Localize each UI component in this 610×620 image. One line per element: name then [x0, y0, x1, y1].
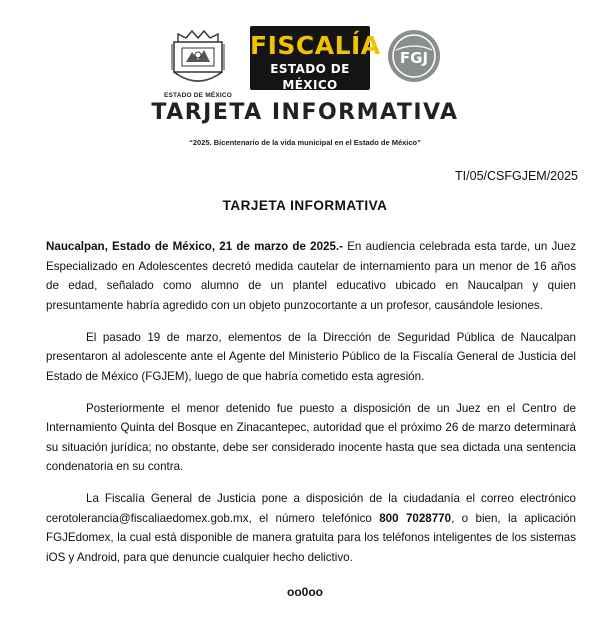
paragraph-4 — [46, 489, 576, 567]
paragraph-1 — [46, 237, 576, 315]
paragraph-4-part1: La Fiscalía General de Justicia pone a disposición de la ciudadanía el correo electrónico cerotolerancia@fiscaliaedomex.gob.mx, el número telefónico — [46, 492, 576, 525]
fiscalia-logo-line2: ESTADO DE MÉXICO — [270, 62, 350, 92]
document-title: TARJETA INFORMATIVA — [222, 198, 388, 213]
document-id: TI/05/CSFGJEM/2025 — [455, 169, 578, 183]
closing-mark: oo0oo — [287, 585, 323, 599]
fgj-logo-text: FGJ — [399, 49, 429, 67]
fiscalia-logo-line1: FISCALÍA — [250, 31, 381, 60]
paragraph-2: El pasado 19 de marzo, elementos de la Dirección de Seguridad Pública de Naucalpan presentaron al adolescente ante el Agente del Ministerio Público de la Fiscalía General de Justicia del Estado de México (FGJEM), luego de que habría cometido esta agresión. — [46, 330, 576, 383]
motto: “2025. Bicentenario de la vida municipal en el Estado de México” — [189, 138, 421, 147]
header-logos — [0, 24, 610, 99]
phone-number: 800 7028770 — [379, 511, 452, 525]
dateline: Naucalpan, Estado de México, 21 de marzo de 2025.- — [46, 240, 344, 253]
paragraph-3: Posteriormente el menor detenido fue puesto a disposición de un Juez en el Centro de Internamiento Quinta del Bosque en Zinacantepec, autoridad que el próximo 26 de marzo determinará su situación jurídica; no obstante, debe ser considerado inocente hasta que sea dictada una sentencia condenatoria en su contra. — [46, 401, 576, 473]
paragraph-1-text: En audiencia celebrada esta tarde, un Juez Especializado en Adolescentes decretó medida cautelar de internamiento para un menor de 16 años de edad, señalado como alumno de un plantel educativo ubicado en Naucalpan y quien presuntamente habría agredido con un objeto punzocortante a un profesor, causándole lesiones. — [46, 240, 576, 312]
document-body — [46, 237, 576, 580]
state-seal-icon — [168, 28, 228, 92]
header-title: TARJETA INFORMATIVA — [151, 100, 459, 125]
fgj-logo-icon — [386, 28, 442, 84]
fiscalia-logo — [250, 26, 381, 92]
seal-caption: ESTADO DE MÉXICO — [163, 92, 233, 99]
paragraph-4-part2: , o bien, la aplicación FGJEdomex, la cual está disponible de manera gratuita para los teléfonos inteligentes de los sistemas iOS y Android, para que denuncie cualquier hecho delictivo. — [46, 511, 576, 564]
